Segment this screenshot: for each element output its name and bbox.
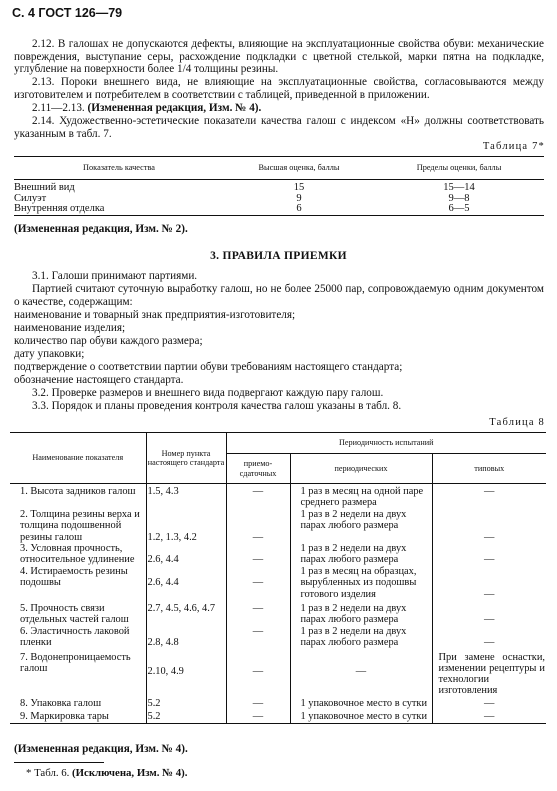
table-cell: —: [484, 531, 495, 543]
table-cell: 1 упаковочное место в сутки: [290, 709, 432, 723]
table-cell: Внешний вид: [14, 182, 75, 193]
table-cell: —: [484, 697, 495, 709]
table-cell: 9. Маркировка тары: [10, 709, 146, 723]
table-cell: 1 раз в 2 недели на двух парах любого размера: [290, 626, 432, 649]
table-cell: 5.2: [146, 696, 226, 709]
list-item: подтверждение о соответствии партии обуви требованиям настоящего стандарта;: [14, 361, 403, 373]
table-cell: —: [484, 588, 495, 600]
table-row: [10, 509, 546, 543]
table-cell: 1 упаковочное место в сутки: [290, 696, 432, 709]
table8-caption: Таблица 8: [489, 417, 545, 428]
table-cell: 8. Упаковка галош: [10, 696, 146, 709]
table-cell: 1 раз в месяц на одной паре среднего размера: [290, 484, 432, 509]
table-cell: 2.6, 4.4: [146, 543, 226, 566]
table-cell: —: [484, 614, 495, 626]
table-row: [14, 180, 544, 194]
table-cell: 1 раз в месяц на образцах, вырубленных из подошвы готового изделия: [290, 566, 432, 600]
table-cell: —: [226, 626, 290, 649]
footnote-label: * Табл. 6.: [26, 767, 73, 779]
table-row: [10, 543, 546, 566]
table-cell: 1 раз в 2 недели на двух парах любого размера: [290, 600, 432, 626]
table-row: [10, 649, 546, 696]
paragraph-3-2: 3.2. Проверке размеров и внешнего вида подвергают каждую пару галош.: [32, 387, 384, 399]
paragraph-2-11-2-13: [14, 102, 544, 115]
table-row: [10, 484, 546, 509]
table-cell: 1 раз в 2 недели на двух парах любого размера: [290, 543, 432, 566]
table-cell: —: [226, 649, 290, 696]
table7-amendment-note: (Измененная редакция, Изм. № 2).: [14, 223, 188, 235]
table-cell: 2.8, 4.8: [146, 626, 226, 649]
table-cell: Силуэт: [14, 192, 47, 204]
table-cell: 6: [224, 204, 374, 215]
list-item: наименование и товарный знак предприятия-изготовителя;: [14, 309, 296, 321]
table-7: [14, 156, 544, 216]
table7-header-cell: Показатель качества: [14, 157, 224, 180]
table-cell: —: [226, 543, 290, 566]
table-cell: 4. Истираемость резины подошвы: [10, 566, 146, 600]
table-cell: —: [226, 566, 290, 600]
table-cell: 2.10, 4.9: [146, 649, 226, 696]
table-cell: 1 раз в 2 недели на двух парах любого размера: [290, 509, 432, 543]
table7-header-cell: Пределы оценки, баллы: [374, 157, 544, 180]
paragraph-3-1: 3.1. Галоши принимают партиями.: [32, 270, 198, 282]
table-cell: 15—14: [443, 182, 475, 193]
table8-header-row: [10, 433, 546, 454]
footnote: [26, 767, 187, 779]
table-cell: 2. Толщина резины верха и толщина подошвенной резины галош: [10, 509, 146, 543]
table-cell: 5.2: [146, 709, 226, 723]
table8-header-name: Наименование показателя: [10, 433, 146, 484]
table-cell: —: [290, 649, 432, 696]
table-cell: 1. Высота задников галош: [10, 484, 146, 509]
table-cell: 6. Эластичность лаковой пленки: [10, 626, 146, 649]
table-8: [10, 432, 546, 724]
table7-header-cell: Высшая оценка, баллы: [224, 157, 374, 180]
table-row: [14, 204, 544, 215]
table-cell: 9—8: [448, 192, 470, 204]
table-cell: 1.5, 4.3: [146, 484, 226, 509]
table-cell: —: [484, 486, 495, 497]
paragraph-2-14: 2.14. Художественно-эстетические показатели качества галош с индексом «Н» должны соответствовать указанным в табл. 7.: [14, 115, 544, 140]
table-cell: —: [226, 600, 290, 626]
table-cell: —: [226, 709, 290, 723]
table-cell: Внутренняя отделка: [14, 204, 224, 215]
footnote-divider: [14, 762, 104, 763]
table-cell: При замене оснастки, изменении рецептуры и технологии изготовления: [438, 651, 545, 696]
table8-amendment-note: (Измененная редакция, Изм. № 4).: [14, 743, 188, 755]
table-row: [10, 696, 546, 709]
paragraph-2-13: 2.13. Пороки внешнего вида, не влияющие на эксплуатационные свойства, согласовываются между изготовителем и потребителем в соответствии с таблицей, приведенной в приложении.: [14, 76, 544, 101]
table8-header-periodicity: Периодичность испытаний: [226, 433, 546, 454]
paragraph-2-12: 2.12. В галошах не допускаются дефекты, влияющие на эксплуатационные свойства обуви: механические повреждения, выступание серы, расхождение подкладки с цветной стелькой, марки пятна на подкладке, углубление на поверхности более 1/4 толщины резины.: [14, 38, 544, 76]
table-cell: 5. Прочность связи отдельных частей галош: [10, 600, 146, 626]
paragraph-3-3: 3.3. Порядок и планы проведения контроля качества галош указаны в табл. 8.: [32, 400, 402, 412]
table-row: [10, 709, 546, 723]
table-cell: 2.6, 4.4: [146, 566, 226, 600]
table-cell: —: [484, 637, 495, 649]
table8-header-periodic: периодических: [290, 454, 432, 484]
list-item: наименование изделия;: [14, 322, 126, 334]
page-header: С. 4 ГОСТ 126—79: [12, 6, 123, 20]
section-3-title: 3. ПРАВИЛА ПРИЕМКИ: [210, 250, 347, 262]
table-cell: 6—5: [374, 204, 544, 215]
table7-caption: Таблица 7*: [482, 141, 545, 152]
table-cell: 1.2, 1.3, 4.2: [146, 509, 226, 543]
table7-header-row: [14, 157, 544, 180]
table-cell: 2.7, 4.5, 4.6, 4.7: [146, 600, 226, 626]
table-row: [10, 566, 546, 600]
table-cell: —: [484, 554, 495, 566]
table-cell: —: [226, 509, 290, 543]
table-cell: —: [432, 709, 546, 723]
paragraph-party: Партией считают суточную выработку галош, но не более 25000 пар, сопровождаемую одним документом о качестве, содержащим:: [14, 283, 544, 308]
table8-header-clause: Номер пункта настоящего стандарта: [146, 433, 226, 484]
table-row: [10, 626, 546, 649]
paragraph-2-11-2-13-label: 2.11—2.13.: [32, 102, 88, 114]
footnote-note: (Исключена, Изм. № 4).: [72, 767, 188, 779]
table-cell: 9: [296, 192, 302, 204]
table-cell: 7. Водонепроницаемость галош: [10, 649, 146, 696]
table-cell: —: [226, 484, 290, 509]
table-cell: 15: [293, 182, 305, 193]
table8-header-acceptance: приемо-сдаточных: [226, 454, 290, 484]
amendment-note: (Измененная редакция, Изм. № 4).: [87, 102, 262, 114]
table-row: [10, 600, 546, 626]
list-item: количество пар обуви каждого размера;: [14, 335, 203, 347]
table-cell: —: [226, 696, 290, 709]
table-cell: 3. Условная прочность, относительное удлинение: [10, 543, 146, 566]
list-item: дату упаковки;: [14, 348, 85, 360]
table8-header-type: типовых: [432, 454, 546, 484]
list-item: обозначение настоящего стандарта.: [14, 374, 184, 386]
